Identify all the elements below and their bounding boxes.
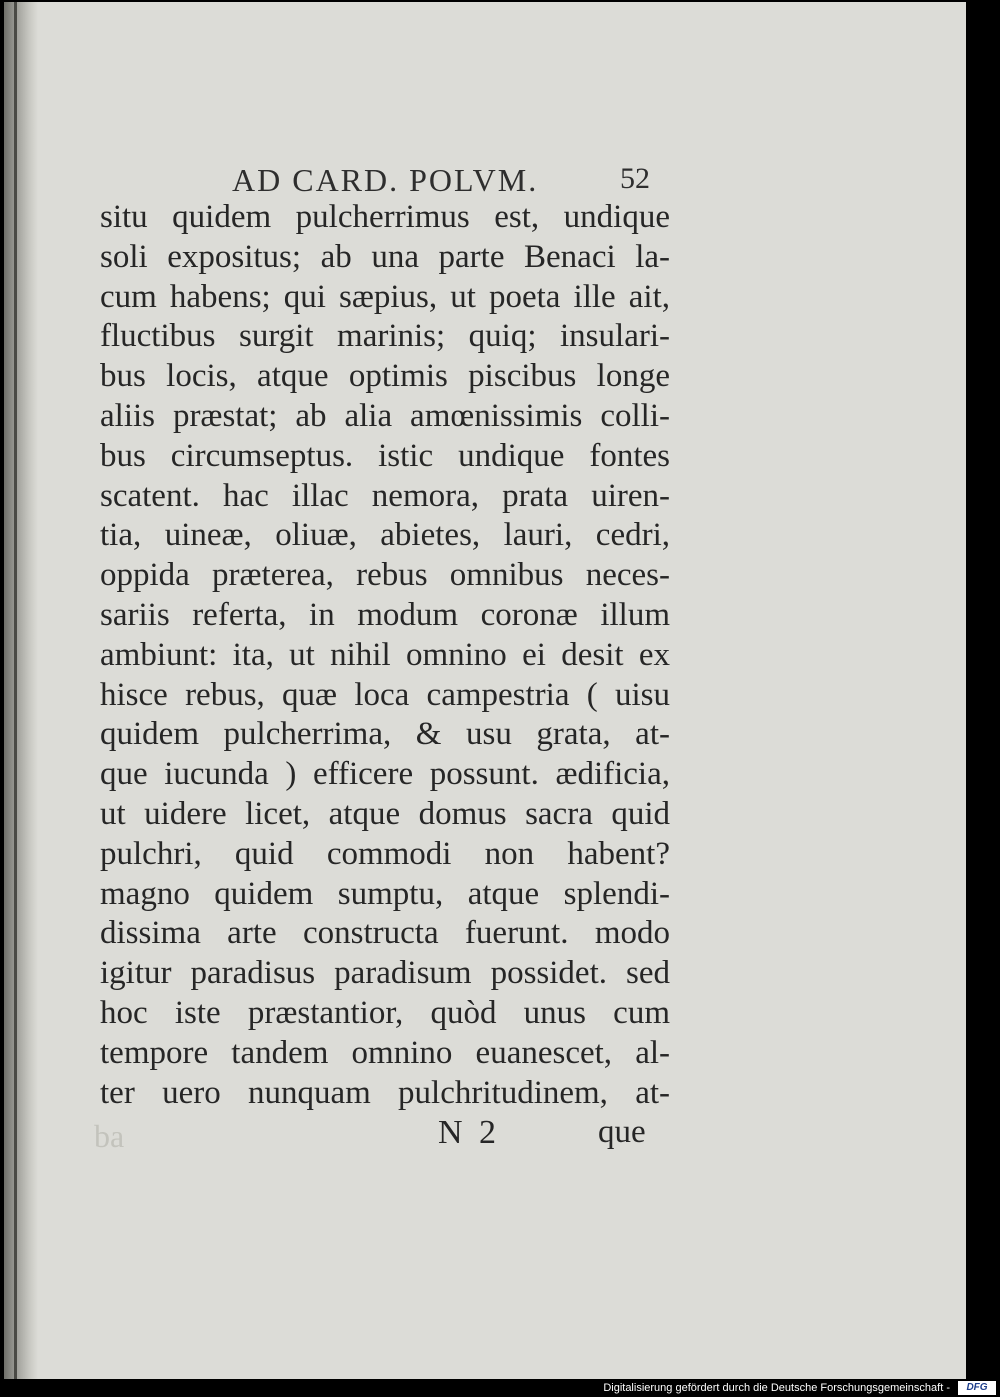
bleed-through-text: ba — [94, 1118, 125, 1154]
text-line: aliis præstat; ab alia amœnissimis colli- — [100, 397, 670, 434]
funding-credit: Digitalisierung gefördert durch die Deutsche Forschungsgemeinschaft - — [603, 1382, 950, 1394]
text-line: bus locis, atque optimis piscibus longe — [100, 358, 670, 395]
text-line: sariis referta, in modum coronæ illum — [100, 596, 670, 633]
text-line: que iucunda ) efficere possunt. ædificia, — [100, 756, 670, 793]
text-line: hisce rebus, quæ loca campestria ( uisu — [100, 676, 670, 713]
book-page — [4, 2, 966, 1379]
text-line: oppida præterea, rebus omnibus neces- — [100, 557, 670, 594]
text-line: bus circumseptus. istic undique fontes — [100, 437, 670, 474]
text-line: igitur paradisus paradisum possidet. sed — [100, 955, 670, 992]
text-line: tempore tandem omnino euanescet, al- — [100, 1034, 670, 1071]
page-number: 52 — [620, 162, 650, 195]
signature-mark: N 2 — [438, 1114, 501, 1151]
body-text — [100, 198, 670, 1113]
text-line: ambiunt: ita, ut nihil omnino ei desit ex — [100, 636, 670, 673]
text-line: ter uero nunquam pulchritudinem, at- — [100, 1074, 670, 1111]
text-line: quidem pulcherrima, & usu grata, at- — [100, 716, 670, 753]
text-line: magno quidem sumptu, atque splendi- — [100, 875, 670, 912]
text-line: situ quidem pulcherrimus est, undique — [100, 199, 670, 235]
text-line: scatent. hac illac nemora, prata uiren- — [100, 477, 670, 514]
text-line: cum habens; qui sæpius, ut poeta ille ait, — [100, 278, 670, 315]
text-line: hoc iste præstantior, quòd unus cum — [100, 994, 670, 1031]
text-line: soli expositus; ab una parte Benaci la- — [100, 238, 670, 275]
text-line: tia, uineæ, oliuæ, abietes, lauri, cedri, — [100, 517, 670, 554]
catchword: que — [598, 1114, 646, 1150]
page-gutter — [4, 2, 38, 1379]
text-line: dissima arte constructa fuerunt. modo — [100, 915, 670, 952]
text-line: pulchri, quid commodi non habent? — [100, 835, 670, 872]
text-line: ut uidere licet, atque domus sacra quid — [100, 795, 670, 832]
dfg-logo-icon: DFG — [958, 1381, 996, 1395]
gutter-edge — [14, 2, 17, 1379]
running-head: AD CARD. POLVM. — [232, 162, 539, 198]
text-line: fluctibus surgit marinis; quiq; insulari- — [100, 318, 670, 355]
